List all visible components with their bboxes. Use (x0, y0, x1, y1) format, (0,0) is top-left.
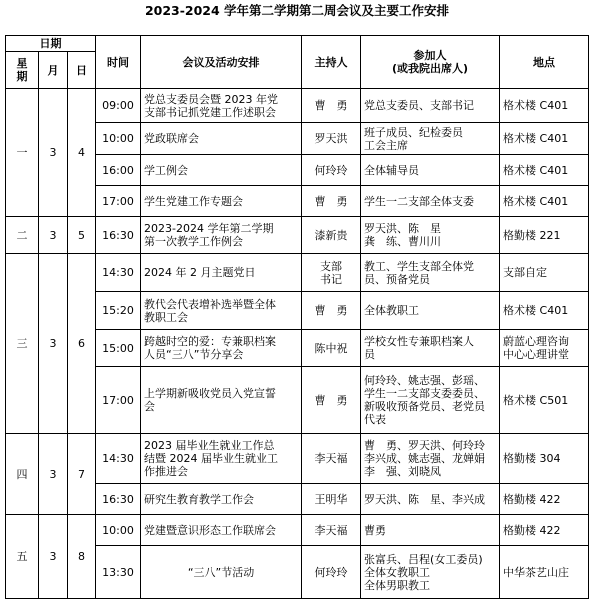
location-cell: 格术楼 C501 (500, 367, 589, 434)
activity-cell: 跨越时空的爱：专兼职档案 人员“三八”节分享会 (141, 330, 302, 367)
time-header: 时间 (96, 36, 141, 89)
weekday-cell: 三 (6, 254, 39, 434)
month-cell: 3 (39, 217, 68, 254)
month-cell: 3 (39, 89, 68, 217)
weekday-cell: 四 (6, 434, 39, 515)
participants-cell: 曹 勇、罗天洪、何玲玲 李兴成、姚志强、龙婵娟 李 强、刘晓凤 (361, 434, 500, 484)
day-cell: 5 (68, 217, 96, 254)
activity-cell: 2023 届毕业生就业工作总 结暨 2024 届毕业生就业工 作推进会 (141, 434, 302, 484)
participants-cell: 学生一二支部全体支委 (361, 186, 500, 217)
location-cell: 格勤楼 422 (500, 484, 589, 515)
time-cell: 17:00 (96, 367, 141, 434)
time-cell: 16:30 (96, 484, 141, 515)
host-cell: 陈中祝 (302, 330, 361, 367)
host-cell: 李天福 (302, 515, 361, 546)
host-cell: 罗天洪 (302, 123, 361, 155)
page-title: 2023-2024 学年第二学期第二周会议及主要工作安排 (144, 3, 450, 18)
month-header: 月 (39, 52, 68, 89)
host-cell: 何玲玲 (302, 155, 361, 186)
participants-cell: 罗天洪、陈 星 龚 练、曹川川 (361, 217, 500, 254)
month-cell: 3 (39, 254, 68, 434)
location-cell: 格术楼 C401 (500, 89, 589, 123)
location-cell: 格术楼 C401 (500, 123, 589, 155)
participants-header: 参加人 (或我院出席人) (361, 36, 500, 89)
time-cell: 15:20 (96, 292, 141, 330)
day-header: 日 (68, 52, 96, 89)
activity-cell: 教代会代表增补选举暨全体 教职工会 (141, 292, 302, 330)
activity-cell: 学工例会 (141, 155, 302, 186)
location-cell: 格勤楼 304 (500, 434, 589, 484)
location-cell: 格术楼 C401 (500, 155, 589, 186)
time-cell: 13:30 (96, 546, 141, 599)
participants-cell: 班子成员、纪检委员 工会主席 (361, 123, 500, 155)
location-cell: 支部自定 (500, 254, 589, 292)
host-cell: 曹 勇 (302, 186, 361, 217)
host-cell: 曹 勇 (302, 292, 361, 330)
time-cell: 10:00 (96, 515, 141, 546)
location-cell: 蔚蓝心理咨询 中心心理讲堂 (500, 330, 589, 367)
activity-cell: 研究生教育教学工作会 (141, 484, 302, 515)
activity-header: 会议及活动安排 (141, 36, 302, 89)
time-cell: 16:00 (96, 155, 141, 186)
time-cell: 15:00 (96, 330, 141, 367)
activity-cell: 党总支委员会暨 2023 年党 支部书记抓党建工作述职会 (141, 89, 302, 123)
host-cell: 曹 勇 (302, 89, 361, 123)
time-cell: 10:00 (96, 123, 141, 155)
day-cell: 7 (68, 434, 96, 515)
weekday-cell: 一 (6, 89, 39, 217)
location-cell: 中华茶艺山庄 (500, 546, 589, 599)
participants-cell: 学校女性专兼职档案人 员 (361, 330, 500, 367)
time-cell: 14:30 (96, 254, 141, 292)
activity-cell: 学生党建工作专题会 (141, 186, 302, 217)
location-cell: 格术楼 C401 (500, 186, 589, 217)
host-cell: 漆新贵 (302, 217, 361, 254)
activity-cell: 2024 年 2 月主题党日 (141, 254, 302, 292)
time-cell: 17:00 (96, 186, 141, 217)
host-header: 主持人 (302, 36, 361, 89)
activity-cell: 党政联席会 (141, 123, 302, 155)
schedule-table (5, 35, 589, 599)
month-cell: 3 (39, 434, 68, 515)
location-cell: 格术楼 C401 (500, 292, 589, 330)
day-cell: 4 (68, 89, 96, 217)
host-cell: 曹 勇 (302, 367, 361, 434)
participants-cell: 教工、学生支部全体党 员、预备党员 (361, 254, 500, 292)
table-row (6, 254, 589, 292)
participants-cell: 张富兵、吕程(女工委员) 全体女教职工 全体男职教工 (361, 546, 500, 599)
participants-cell: 罗天洪、陈 星、李兴成 (361, 484, 500, 515)
date-group-header: 日期 (6, 36, 96, 52)
weekday-cell: 五 (6, 515, 39, 599)
table-row (6, 515, 589, 546)
table-row (6, 89, 589, 123)
time-cell: 14:30 (96, 434, 141, 484)
day-cell: 8 (68, 515, 96, 599)
weekday-header: 星 期 (6, 52, 39, 89)
day-cell: 6 (68, 254, 96, 434)
location-cell: 格勤楼 221 (500, 217, 589, 254)
location-header: 地点 (500, 36, 589, 89)
participants-cell: 何玲玲、姚志强、彭瑶、 学生一二支部支委委员、 新吸收预备党员、老党员 代表 (361, 367, 500, 434)
host-cell: 何玲玲 (302, 546, 361, 599)
activity-cell: 党建暨意识形态工作联席会 (141, 515, 302, 546)
host-cell: 支部 书记 (302, 254, 361, 292)
host-cell: 王明华 (302, 484, 361, 515)
participants-cell: 全体教职工 (361, 292, 500, 330)
activity-cell: 2023-2024 学年第二学期 第一次教学工作例会 (141, 217, 302, 254)
weekday-cell: 二 (6, 217, 39, 254)
time-cell: 16:30 (96, 217, 141, 254)
table-row (6, 434, 589, 484)
activity-cell: “三八”节活动 (141, 546, 302, 599)
host-cell: 李天福 (302, 434, 361, 484)
table-row (6, 217, 589, 254)
time-cell: 09:00 (96, 89, 141, 123)
participants-cell: 党总支委员、支部书记 (361, 89, 500, 123)
participants-cell: 曹勇 (361, 515, 500, 546)
location-cell: 格勤楼 422 (500, 515, 589, 546)
participants-cell: 全体辅导员 (361, 155, 500, 186)
activity-cell: 上学期新吸收党员入党宣誓 会 (141, 367, 302, 434)
month-cell: 3 (39, 515, 68, 599)
